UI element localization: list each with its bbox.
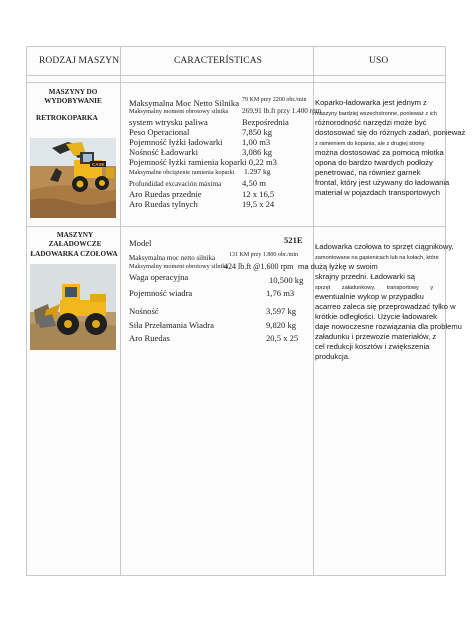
wheel-loader-photo <box>30 264 116 350</box>
row2-spec-label-4: Waga operacyjna <box>129 272 189 282</box>
row1-spec-value-9: 4,50 m <box>242 178 266 188</box>
row1-spec-label-4: Peso Operacional <box>129 127 190 137</box>
row1-spec-label-2: Maksymalny moment obrotowy silnika <box>129 108 229 115</box>
wheel-loader-image <box>30 264 116 350</box>
row2-spec-value-5: 1,76 m3 <box>266 288 295 298</box>
row1-use-line-9: frontal, który jest używany do ładowania <box>315 178 450 187</box>
row1-spec-value-10: 12 x 16,5 <box>242 189 275 199</box>
row2-use-line-2: zamontowane na gąsienicach lub na kołach, które <box>315 255 439 261</box>
table-header-bottom <box>26 75 446 76</box>
row1-spec-value-3: Bezpośrednia <box>242 117 289 127</box>
row1-spec-label-5: Pojemność łyżki ładowarki <box>129 137 223 147</box>
backhoe-loader-image <box>30 138 116 218</box>
row2-use-line-9: daje nowoczesne rozwiązania dla problemu <box>315 322 462 331</box>
table-border-bottom <box>26 575 446 576</box>
row1-use-line-3: różnorodność narzędzi może być <box>315 118 427 127</box>
row1-use-line-6: można dostosować za pomocą młotka <box>315 148 444 157</box>
table-row1-bottom <box>26 226 446 227</box>
table-border-top <box>26 46 446 47</box>
row2-spec-value-2: 131 KM przy 1.800 obr./min <box>229 252 298 258</box>
row1-use-line-8: penetrować, na równiez garnek <box>315 168 421 177</box>
table-border-col1 <box>120 46 121 576</box>
row2-spec-value-7: 9,820 kg <box>266 320 297 330</box>
row2-spec-label-3: Maksymalny moment obrotowy silnika <box>129 263 229 270</box>
row2-use-line-7: acarreo zaleca się przeprowadzać tylko w <box>315 302 456 311</box>
row2-use-line-6: ewentualnie wykop w przypadku <box>315 292 424 301</box>
document-page <box>26 46 466 576</box>
row2-spec-value-6: 3,597 kg <box>266 306 297 316</box>
table-border-left <box>26 46 27 576</box>
row1-use-line-7: opona do bardzo twardych podłoży <box>315 158 433 167</box>
row2-spec-label-8: Aro Ruedas <box>129 333 170 343</box>
row1-spec-value-2: 269,91 lb.ft przy 1.400 rpm <box>242 107 322 115</box>
row1-spec-value-11: 19,5 x 24 <box>242 199 275 209</box>
table-row-separator <box>26 82 446 83</box>
row2-use-line-3: ma dużą łyżkę w swoim <box>298 262 378 271</box>
row1-spec-label-6: Nośność Ładowarki <box>129 147 198 157</box>
row1-spec-label-3: system wtrysku paliwa <box>129 117 208 127</box>
row1-spec-label-8: Maksymalne obciążenie ramienia koparki <box>129 169 235 176</box>
row1-use-line-1: Koparko-ładowarka jest jednym z <box>315 98 427 107</box>
row1-spec-value-5: 1,00 m3 <box>242 137 271 147</box>
row1-machine-name: RETROKOPARKA <box>36 114 98 122</box>
row1-spec-label-10: Aro Ruedas przednie <box>129 189 202 199</box>
row2-use-line-10: załadunku i przewozie materiałów, z <box>315 332 437 341</box>
row2-spec-value-1: 521E <box>284 235 303 245</box>
row2-machine-name: ŁADOWARKA CZOŁOWA <box>30 250 118 258</box>
header-machine-type: RODZAJ MASZYN <box>39 56 120 66</box>
row2-use-line-12: produkcja. <box>315 352 351 361</box>
row2-spec-label-5: Pojemność wiadra <box>129 288 193 298</box>
row1-use-line-4: dostosować się do różnych zadań, ponieważ <box>315 128 466 137</box>
row1-spec-label-11: Aro Ruedas tylnych <box>129 199 198 209</box>
row2-use-line-1: Ładowarka czołowa to sprzęt ciągnikowy, <box>315 242 454 251</box>
row2-spec-label-7: Siła Przełamania Wiadra <box>129 320 214 330</box>
row1-spec-value-6: 3,086 kg <box>242 147 273 157</box>
row1-spec-label-1: Maksymalna Moc Netto Silnika <box>129 98 240 108</box>
row1-spec-label-7: Pojemność łyżki ramienia koparki 0,22 m3 <box>129 157 277 167</box>
row2-use-line-8: krótkie odległości. Użycie ładowarek <box>315 312 437 321</box>
row1-category: MASZYNY DO WYDOBYWANIE <box>44 88 102 105</box>
table-border-col2 <box>313 46 314 576</box>
header-use: USO <box>369 56 389 66</box>
svg-text:CASE: CASE <box>92 162 105 167</box>
backhoe-loader-photo <box>30 138 116 218</box>
row2-spec-label-6: Nośność <box>129 306 159 316</box>
row2-spec-value-3: 424 lb.ft @1.600 rpm <box>224 262 294 271</box>
row2-spec-value-4: 10,500 kg <box>269 275 304 285</box>
row2-spec-value-8: 20,5 x 25 <box>266 333 299 343</box>
row2-use-line-11: cel redukcji kosztów i zwiększenia <box>315 342 430 351</box>
row1-use-line-5: z ramieniem do kopania, ale z drugiej strony <box>315 141 425 147</box>
row1-spec-label-9: Profundidad excavación máxima <box>129 180 222 188</box>
row2-category: MASZYNY ZAŁADOWCZE <box>48 231 102 248</box>
row2-use-line-4: skrajny przedni. Ładowarki są <box>315 272 416 281</box>
row1-use-line-10: materiał w pojazdach transportowych <box>315 188 440 197</box>
row1-spec-value-8: 1.297 kg <box>244 167 271 176</box>
row1-spec-value-1: 79 KM przy 2200 obr./min <box>242 97 307 103</box>
row1-use-line-2: maszyny bardziej wszechstronne, ponieważ z ich <box>315 111 437 117</box>
row2-spec-label-1: Model <box>129 238 152 248</box>
row1-spec-value-4: 7,850 kg <box>242 127 273 137</box>
row2-use-line-5: sprzęt załadunkowy, transportowy y <box>315 285 434 291</box>
row2-spec-label-2: Maksymalna moc netto silnika <box>129 254 216 262</box>
header-characteristics: CARACTERÍSTICAS <box>174 56 263 66</box>
